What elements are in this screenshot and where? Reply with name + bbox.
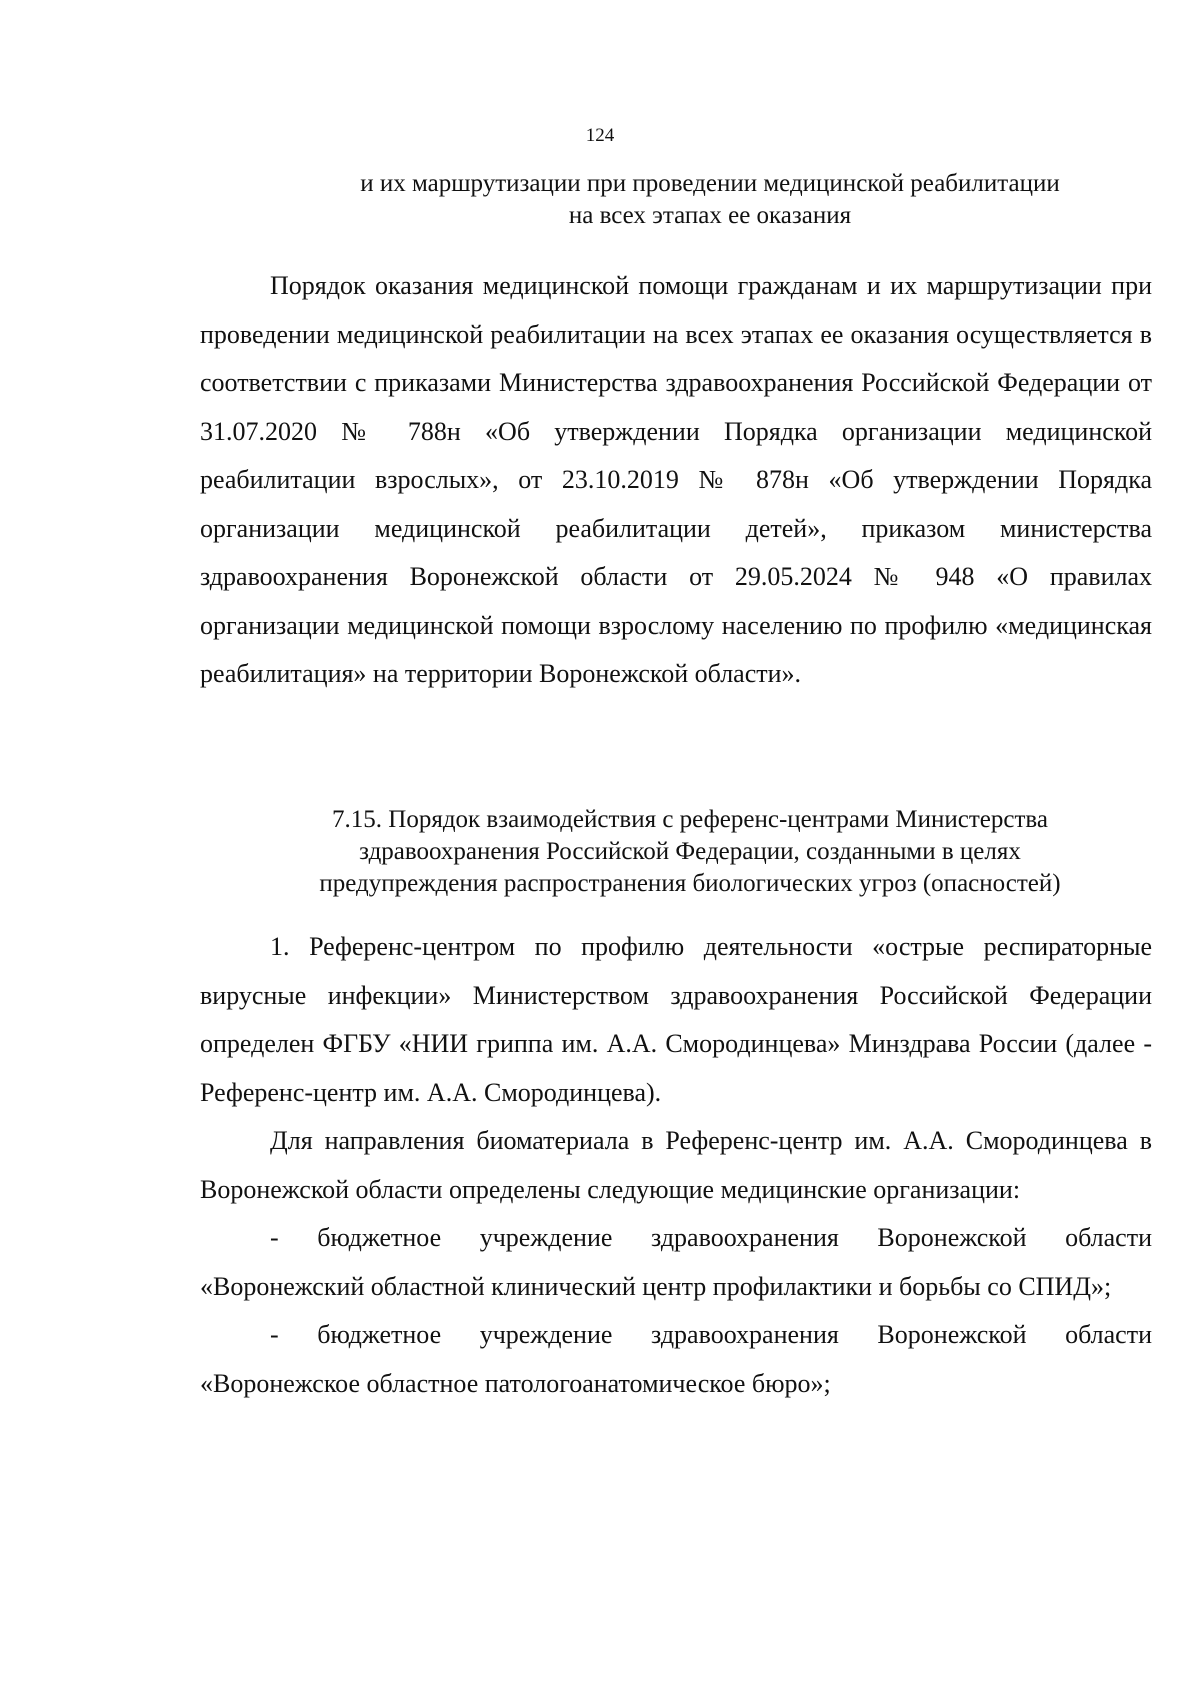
paragraph: Для направления биоматериала в Референс-центр им. А.А. Смородинцева в Воронежской области определены следующие медицинские организации: — [200, 1126, 1152, 1204]
heading-line: 7.15. Порядок взаимодействия с референс-центрами Министерства — [332, 806, 1048, 833]
section-heading-7-15 — [240, 804, 1140, 900]
paragraph: 1. Референс-центром по профилю деятельности «острые респираторные вирусные инфекции» Министерством здравоохранения Российской Федерации определен ФГБУ «НИИ гриппа им. А.А. Смородинцева» Минздрава России (далее - Референс-центр им. А.А. Смородинцева). — [200, 932, 1152, 1107]
heading-line: на всех этапах ее оказания — [568, 202, 852, 229]
heading-line: и их маршрутизации при проведении медицинской реабилитации — [360, 170, 1060, 197]
page-number: 124 — [585, 125, 615, 146]
rehabilitation-text-block — [200, 262, 1152, 699]
heading-line: предупреждения распространения биологических угроз (опасностей) — [319, 870, 1061, 897]
section-7-15-text-block — [200, 923, 1152, 1408]
list-item: - бюджетное учреждение здравоохранения Воронежской области «Воронежское областное патологоанатомическое бюро»; — [200, 1320, 1152, 1398]
section-heading-rehabilitation — [300, 168, 1120, 232]
heading-line: здравоохранения Российской Федерации, созданными в целях — [359, 838, 1021, 865]
list-item: - бюджетное учреждение здравоохранения Воронежской области «Воронежский областной клинический центр профилактики и борьбы со СПИД»; — [200, 1223, 1152, 1301]
paragraph: Порядок оказания медицинской помощи гражданам и их маршрутизации при проведении медицинской реабилитации на всех этапах ее оказания осуществляется в соответствии с приказами Министерства здравоохранения Российской Федерации от 31.07.2020 № 788н «Об утверждении Порядка организации медицинской реабилитации взрослых», от 23.10.2019 № 878н «Об утверждении Порядка организации медицинской реабилитации детей», приказом министерства здравоохранения Воронежской области от 29.05.2024 № 948 «О правилах организации медицинской помощи взрослому населению по профилю «медицинская реабилитация» на территории Воронежской области». — [200, 271, 1152, 688]
